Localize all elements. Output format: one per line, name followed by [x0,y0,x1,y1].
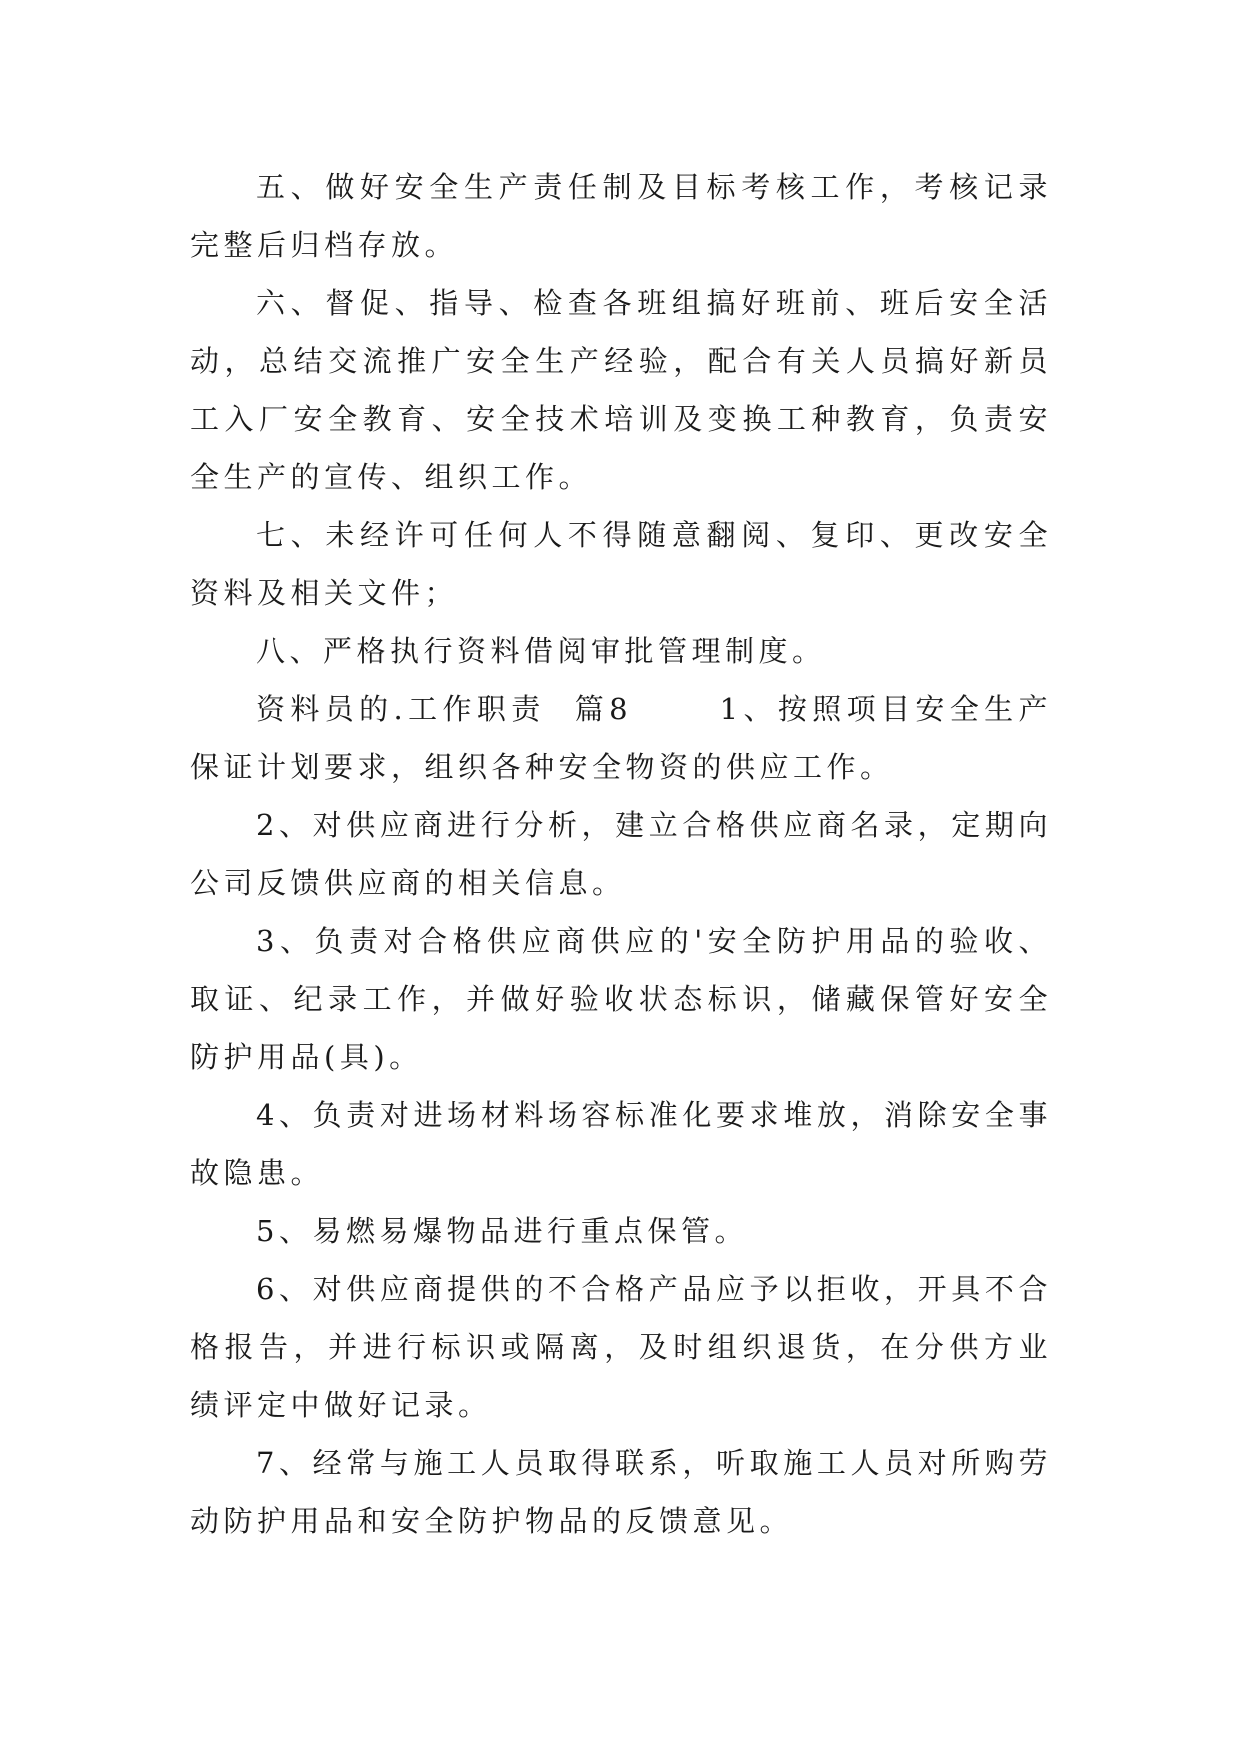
duty-item-5: 5、易燃易爆物品进行重点保管。 [256,1214,748,1248]
duty-item-3: 3、负责对合格供应商供应的'安全防护用品的验收、取证、纪录工作，并做好验收状态标识，储藏保管好安全防护用品(具)。 [190,924,1052,1074]
duty-item-6: 6、对供应商提供的不合格产品应予以拒收，开具不合格报告，并进行标识或隔离，及时组织退货，在分供方业绩评定中做好记录。 [190,1272,1052,1422]
paragraph-5: 五、做好安全生产责任制及目标考核工作，考核记录完整后归档存放。 [190,170,1052,262]
paragraph-7: 七、未经许可任何人不得随意翻阅、复印、更改安全资料及相关文件； [190,518,1052,610]
document-body [190,158,1052,1550]
duty-item-4: 4、负责对进场材料场容标准化要求堆放，消除安全事故隐患。 [190,1098,1052,1190]
paragraph-8: 八、严格执行资料借阅审批管理制度。 [256,634,826,668]
duty-item-2: 2、对供应商进行分析，建立合格供应商名录，定期向公司反馈供应商的相关信息。 [190,808,1052,900]
duty-item-7: 7、经常与施工人员取得联系，听取施工人员对所购劳动防护用品和安全防护物品的反馈意见。 [190,1446,1052,1538]
paragraph-6: 六、督促、指导、检查各班组搞好班前、班后安全活动，总结交流推广安全生产经验，配合有关人员搞好新员工入厂安全教育、安全技术培训及变换工种教育，负责安全生产的宣传、组织工作。 [190,286,1052,494]
section-heading-paragraph: 资料员的.工作职责 篇8 1、按照项目安全生产保证计划要求，组织各种安全物资的供应工作。 [190,692,1052,784]
